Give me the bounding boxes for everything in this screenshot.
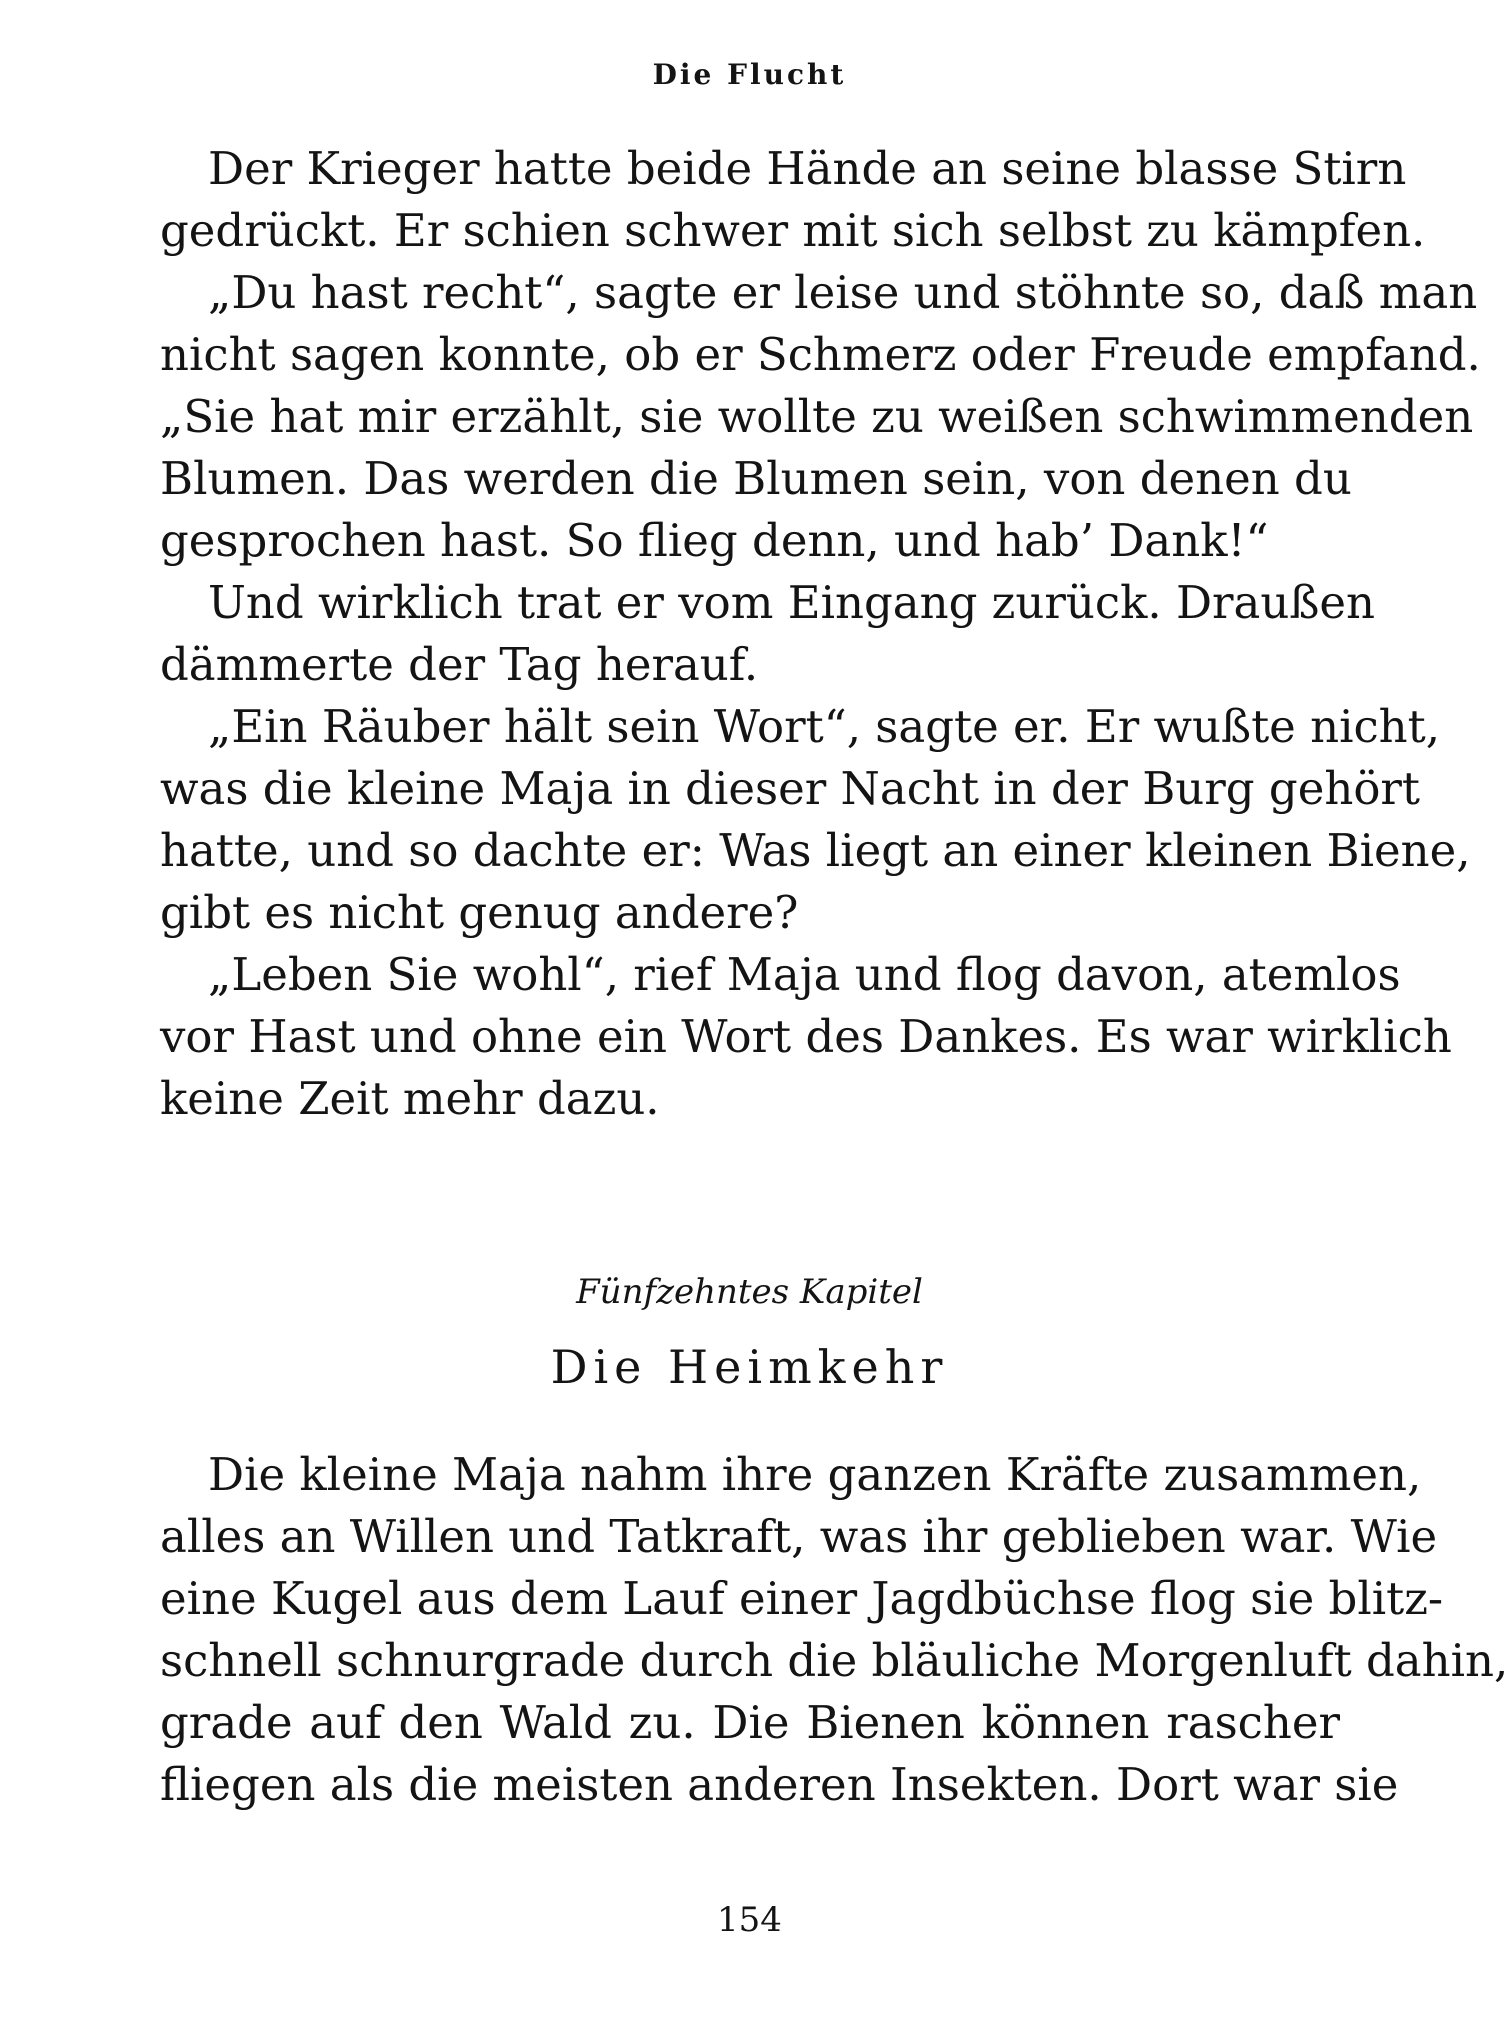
text-line: „Sie hat mir erzählt, sie wollte zu weißen schwimmenden <box>160 390 1474 443</box>
text-line: alles an Willen und Tatkraft, was ihr geblieben war. Wie <box>160 1510 1438 1563</box>
running-head: Die Flucht <box>652 58 847 91</box>
text-line: keine Zeit mehr dazu. <box>160 1072 660 1125</box>
text-line: gedrückt. Er schien schwer mit sich selbst zu kämpfen. <box>160 204 1426 257</box>
text-line: „Du hast recht“, sagte er leise und stöhnte so, daß man <box>208 266 1478 319</box>
text-line: hatte, und so dachte er: Was liegt an einer kleinen Biene, <box>160 824 1471 877</box>
text-line: gesprochen hast. So flieg denn, und hab’ Dank!“ <box>160 514 1269 567</box>
text-line: „Ein Räuber hält sein Wort“, sagte er. Er wußte nicht, <box>208 700 1441 753</box>
text-block-chapter-start <box>160 1444 1508 1816</box>
text-line: grade auf den Wald zu. Die Bienen können rascher <box>160 1696 1340 1749</box>
text-line: nicht sagen konnte, ob er Schmerz oder Freude empfand. <box>160 328 1481 381</box>
chapter-label: Fünfzehntes Kapitel <box>576 1272 923 1312</box>
text-line: gibt es nicht genug andere? <box>160 886 799 939</box>
text-line: was die kleine Maja in dieser Nacht in der Burg gehört <box>160 762 1420 815</box>
text-line: schnell schnurgrade durch die bläuliche Morgenluft dahin, <box>160 1634 1508 1687</box>
page-number: 154 <box>717 1900 782 1940</box>
chapter-title: Die Heimkehr <box>550 1340 949 1394</box>
text-line: Der Krieger hatte beide Hände an seine blasse Stirn <box>208 142 1407 195</box>
text-line: Und wirklich trat er vom Eingang zurück. Draußen <box>208 576 1376 629</box>
text-block-chapter-end <box>160 138 1481 1130</box>
text-line: Die kleine Maja nahm ihre ganzen Kräfte zusammen, <box>208 1448 1422 1501</box>
text-line: Blumen. Das werden die Blumen sein, von denen du <box>160 452 1352 505</box>
text-line: eine Kugel aus dem Lauf einer Jagdbüchse flog sie blitz- <box>160 1572 1444 1625</box>
text-line: fliegen als die meisten anderen Insekten. Dort war sie <box>160 1758 1399 1811</box>
text-line: vor Hast und ohne ein Wort des Dankes. Es war wirklich <box>160 1010 1452 1063</box>
text-line: dämmerte der Tag herauf. <box>160 638 759 691</box>
text-line: „Leben Sie wohl“, rief Maja und flog davon, atemlos <box>208 948 1401 1001</box>
